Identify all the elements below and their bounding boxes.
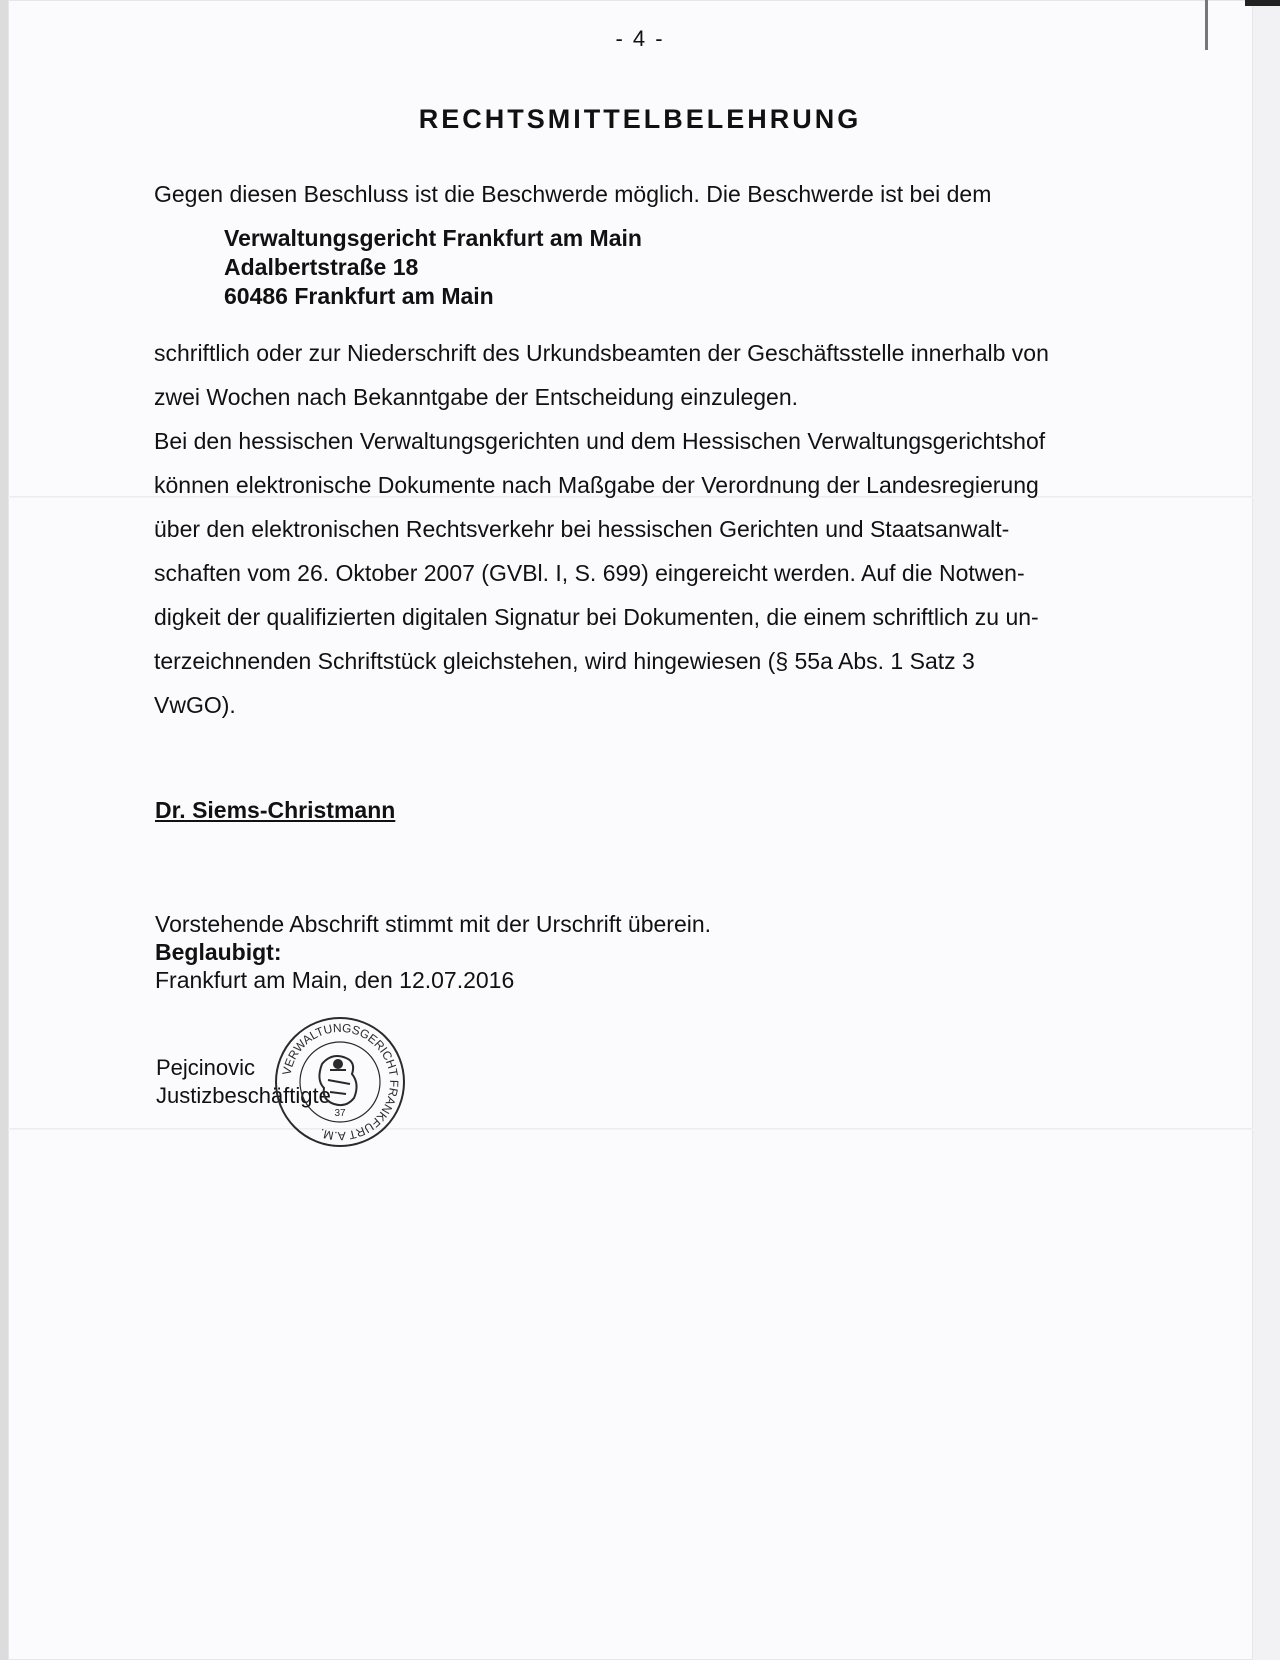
fold-line bbox=[8, 1128, 1253, 1130]
page-number: - 4 - bbox=[615, 26, 665, 51]
body-line: terzeichnenden Schriftstück gleichstehen, wird hingewiesen (§ 55a Abs. 1 Satz 3 bbox=[154, 648, 975, 674]
seal-text: VERWALTUNGSGERICHT FRANKFURT A.M. bbox=[279, 1020, 402, 1144]
certification-label: Beglaubigt: bbox=[155, 939, 282, 965]
court-city: 60486 Frankfurt am Main bbox=[224, 283, 494, 309]
court-seal-stamp bbox=[272, 1014, 408, 1150]
body-line: schaften vom 26. Oktober 2007 (GVBl. I, S. 699) eingereicht werden. Auf die Notwen- bbox=[154, 560, 1025, 586]
appeal-instructions bbox=[154, 331, 1154, 727]
page-edge bbox=[1253, 0, 1280, 1660]
body-line: digkeit der qualifizierten digitalen Signatur bei Dokumenten, die einem schriftlich zu un- bbox=[154, 604, 1039, 630]
judge-signature: Dr. Siems-Christmann bbox=[155, 797, 396, 823]
clerk-name: Pejcinovic bbox=[156, 1055, 256, 1080]
body-line: können elektronische Dokumente nach Maßgabe der Verordnung der Landesregierung bbox=[154, 472, 1039, 498]
court-name: Verwaltungsgericht Frankfurt am Main bbox=[224, 225, 642, 251]
certification-statement: Vorstehende Abschrift stimmt mit der Urschrift überein. bbox=[155, 911, 712, 937]
body-line: Bei den hessischen Verwaltungsgerichten und dem Hessischen Verwaltungsgerichtshof bbox=[154, 428, 1046, 454]
certification-place-date: Frankfurt am Main, den 12.07.2016 bbox=[155, 967, 515, 993]
certification-block bbox=[155, 910, 711, 994]
body-line: schriftlich oder zur Niederschrift des Urkundsbeamten der Geschäftsstelle innerhalb von bbox=[154, 340, 1049, 366]
seal-number: 37 bbox=[334, 1108, 346, 1119]
body-line: über den elektronischen Rechtsverkehr bei hessischen Gerichten und Staatsanwalt- bbox=[154, 516, 1010, 542]
page-corner-mark bbox=[1245, 0, 1280, 6]
intro-text: Gegen diesen Beschluss ist die Beschwerde möglich. Die Beschwerde ist bei dem bbox=[154, 181, 992, 207]
lion-emblem bbox=[319, 1056, 356, 1105]
body-line: zwei Wochen nach Bekanntgabe der Entscheidung einzulegen. bbox=[154, 384, 799, 410]
body-line: VwGO). bbox=[154, 692, 236, 718]
court-street: Adalbertstraße 18 bbox=[224, 254, 419, 280]
court-address bbox=[224, 224, 642, 311]
page-heading: RECHTSMITTELBELEHRUNG bbox=[418, 104, 862, 134]
clerk-title: Justizbeschäftigte bbox=[156, 1083, 331, 1108]
